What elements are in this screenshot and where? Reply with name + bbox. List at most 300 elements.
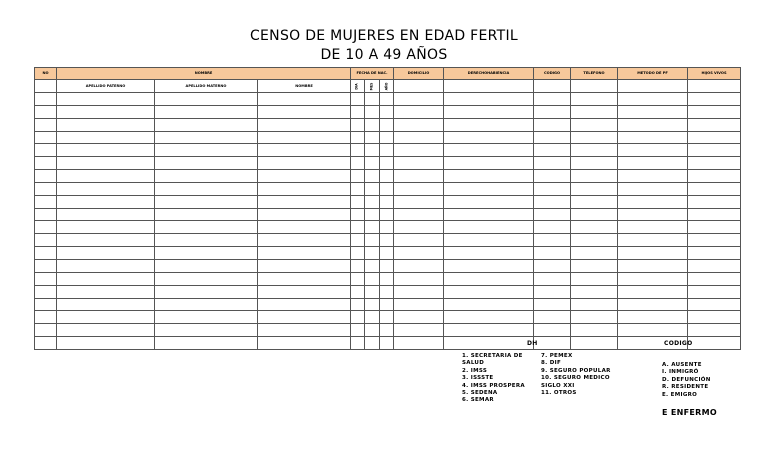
table-cell[interactable] xyxy=(35,324,57,337)
table-cell[interactable] xyxy=(444,131,534,144)
table-cell[interactable] xyxy=(571,247,618,260)
table-cell[interactable] xyxy=(365,285,380,298)
table-cell[interactable] xyxy=(380,337,394,350)
table-cell[interactable] xyxy=(351,247,365,260)
table-cell[interactable] xyxy=(571,285,618,298)
table-cell[interactable] xyxy=(351,131,365,144)
table-cell[interactable] xyxy=(258,234,351,247)
table-cell[interactable] xyxy=(380,118,394,131)
dh-item: 9. SEGURO POPULAR xyxy=(541,367,611,374)
table-cell[interactable] xyxy=(444,259,534,272)
codigo-enfermo: E ENFERMO xyxy=(662,408,717,417)
table-cell[interactable] xyxy=(57,131,155,144)
table-cell[interactable] xyxy=(155,247,258,260)
table-cell[interactable] xyxy=(365,311,380,324)
table-cell[interactable] xyxy=(534,93,571,106)
table-cell[interactable] xyxy=(380,182,394,195)
table-cell[interactable] xyxy=(688,131,741,144)
table-cell[interactable] xyxy=(534,118,571,131)
table-cell[interactable] xyxy=(351,337,365,350)
table-cell[interactable] xyxy=(571,118,618,131)
table-cell[interactable] xyxy=(688,105,741,118)
table-cell[interactable] xyxy=(351,105,365,118)
table-cell[interactable] xyxy=(155,131,258,144)
table-cell[interactable] xyxy=(258,298,351,311)
table-cell[interactable] xyxy=(444,337,534,350)
table-cell[interactable] xyxy=(57,259,155,272)
subheader-empty xyxy=(534,80,571,93)
table-cell[interactable] xyxy=(155,311,258,324)
table-cell[interactable] xyxy=(57,285,155,298)
table-cell[interactable] xyxy=(380,272,394,285)
table-cell[interactable] xyxy=(35,221,57,234)
table-cell[interactable] xyxy=(258,170,351,183)
table-cell[interactable] xyxy=(444,182,534,195)
table-cell[interactable] xyxy=(534,259,571,272)
table-cell[interactable] xyxy=(155,337,258,350)
table-cell[interactable] xyxy=(365,259,380,272)
table-cell[interactable] xyxy=(258,157,351,170)
table-cell[interactable] xyxy=(35,131,57,144)
table-cell[interactable] xyxy=(351,311,365,324)
codigo-item: R. RESIDENTE xyxy=(662,384,709,391)
table-cell[interactable] xyxy=(57,93,155,106)
table-cell[interactable] xyxy=(394,144,444,157)
table-cell[interactable] xyxy=(618,272,688,285)
table-cell[interactable] xyxy=(351,298,365,311)
table-cell[interactable] xyxy=(618,105,688,118)
table-cell[interactable] xyxy=(351,324,365,337)
dh-item: 5. SEDENA xyxy=(462,390,498,397)
dh-item: 7. PEMEX xyxy=(541,353,573,359)
table-cell[interactable] xyxy=(688,182,741,195)
table-cell[interactable] xyxy=(380,208,394,221)
dh-list-2 xyxy=(541,353,611,397)
table-cell[interactable] xyxy=(35,234,57,247)
table-cell[interactable] xyxy=(444,170,534,183)
table-cell[interactable] xyxy=(394,234,444,247)
table-cell[interactable] xyxy=(365,182,380,195)
table-cell[interactable] xyxy=(688,259,741,272)
table-cell[interactable] xyxy=(618,170,688,183)
table-cell[interactable] xyxy=(444,234,534,247)
table-cell[interactable] xyxy=(258,337,351,350)
table-cell[interactable] xyxy=(394,208,444,221)
table-cell[interactable] xyxy=(155,157,258,170)
table-cell[interactable] xyxy=(365,234,380,247)
table-subheader-row xyxy=(35,80,741,93)
table-cell[interactable] xyxy=(394,285,444,298)
codigo-item: E. EMIGRO xyxy=(662,391,698,398)
table-cell[interactable] xyxy=(534,247,571,260)
table-cell[interactable] xyxy=(57,144,155,157)
table-cell[interactable] xyxy=(571,324,618,337)
table-cell[interactable] xyxy=(57,311,155,324)
table-cell[interactable] xyxy=(571,93,618,106)
table-cell[interactable] xyxy=(534,131,571,144)
table-cell[interactable] xyxy=(394,131,444,144)
table-cell[interactable] xyxy=(394,118,444,131)
table-cell[interactable] xyxy=(365,157,380,170)
table-cell[interactable] xyxy=(444,118,534,131)
table-cell[interactable] xyxy=(688,247,741,260)
table-cell[interactable] xyxy=(258,285,351,298)
table-cell[interactable] xyxy=(394,272,444,285)
table-cell[interactable] xyxy=(365,337,380,350)
table-cell[interactable] xyxy=(155,234,258,247)
table-cell[interactable] xyxy=(380,234,394,247)
table-cell[interactable] xyxy=(571,221,618,234)
table-cell[interactable] xyxy=(688,144,741,157)
table-cell[interactable] xyxy=(571,182,618,195)
table-cell[interactable] xyxy=(35,144,57,157)
table-cell[interactable] xyxy=(155,93,258,106)
table-cell[interactable] xyxy=(155,259,258,272)
table-cell[interactable] xyxy=(534,272,571,285)
table-cell[interactable] xyxy=(688,337,741,350)
table-cell[interactable] xyxy=(444,93,534,106)
table-cell[interactable] xyxy=(534,298,571,311)
table-cell[interactable] xyxy=(35,118,57,131)
table-cell[interactable] xyxy=(571,105,618,118)
table-cell[interactable] xyxy=(618,311,688,324)
table-cell[interactable] xyxy=(534,170,571,183)
table-cell[interactable] xyxy=(394,337,444,350)
table-cell[interactable] xyxy=(444,298,534,311)
table-cell[interactable] xyxy=(618,221,688,234)
table-cell[interactable] xyxy=(618,324,688,337)
table-cell[interactable] xyxy=(351,157,365,170)
header-nombre: NOMBRE xyxy=(57,68,351,80)
table-cell[interactable] xyxy=(35,272,57,285)
table-cell[interactable] xyxy=(57,195,155,208)
table-cell[interactable] xyxy=(394,182,444,195)
subheader-mes xyxy=(365,80,380,93)
table-cell[interactable] xyxy=(688,285,741,298)
table-cell[interactable] xyxy=(534,285,571,298)
table-cell[interactable] xyxy=(57,337,155,350)
table-cell[interactable] xyxy=(571,208,618,221)
table-cell[interactable] xyxy=(155,285,258,298)
table-cell[interactable] xyxy=(380,170,394,183)
table-cell[interactable] xyxy=(35,285,57,298)
table-cell[interactable] xyxy=(351,234,365,247)
table-cell[interactable] xyxy=(618,131,688,144)
table-cell[interactable] xyxy=(57,221,155,234)
table-cell[interactable] xyxy=(688,118,741,131)
table-cell[interactable] xyxy=(394,298,444,311)
table-cell[interactable] xyxy=(258,131,351,144)
table-cell[interactable] xyxy=(57,272,155,285)
table-cell[interactable] xyxy=(688,311,741,324)
dh-item: SALUD xyxy=(462,360,485,367)
table-cell[interactable] xyxy=(57,182,155,195)
table-cell[interactable] xyxy=(365,93,380,106)
header-codigo: CODIGO xyxy=(534,68,571,80)
table-cell[interactable] xyxy=(365,298,380,311)
subheader-empty xyxy=(618,80,688,93)
table-cell[interactable] xyxy=(35,337,57,350)
title-line-1: CENSO DE MUJERES EN EDAD FERTIL xyxy=(249,28,519,44)
table-cell[interactable] xyxy=(351,195,365,208)
table-cell[interactable] xyxy=(258,182,351,195)
table-cell[interactable] xyxy=(351,144,365,157)
table-cell[interactable] xyxy=(380,324,394,337)
subheader-dia-text: DIA xyxy=(355,82,359,90)
table-row xyxy=(35,105,741,118)
table-cell[interactable] xyxy=(351,285,365,298)
table-cell[interactable] xyxy=(258,311,351,324)
table-cell[interactable] xyxy=(394,105,444,118)
table-cell[interactable] xyxy=(57,298,155,311)
table-row xyxy=(35,170,741,183)
table-cell[interactable] xyxy=(258,93,351,106)
table-cell[interactable] xyxy=(444,324,534,337)
table-cell[interactable] xyxy=(571,195,618,208)
table-cell[interactable] xyxy=(571,311,618,324)
subheader-empty xyxy=(444,80,534,93)
table-cell[interactable] xyxy=(35,157,57,170)
table-cell[interactable] xyxy=(258,118,351,131)
table-cell[interactable] xyxy=(444,105,534,118)
table-cell[interactable] xyxy=(444,247,534,260)
table-cell[interactable] xyxy=(380,221,394,234)
table-cell[interactable] xyxy=(444,285,534,298)
table-cell[interactable] xyxy=(444,144,534,157)
table-cell[interactable] xyxy=(155,221,258,234)
table-row xyxy=(35,182,741,195)
table-cell[interactable] xyxy=(365,247,380,260)
table-cell[interactable] xyxy=(618,195,688,208)
table-cell[interactable] xyxy=(571,144,618,157)
table-cell[interactable] xyxy=(365,131,380,144)
table-cell[interactable] xyxy=(618,182,688,195)
table-cell[interactable] xyxy=(394,324,444,337)
table-cell[interactable] xyxy=(57,247,155,260)
table-cell[interactable] xyxy=(35,105,57,118)
table-cell[interactable] xyxy=(258,247,351,260)
header-fecha-nac: FECHA DE NAC. xyxy=(351,68,394,80)
table-cell[interactable] xyxy=(57,208,155,221)
table-cell[interactable] xyxy=(35,298,57,311)
table-cell[interactable] xyxy=(444,208,534,221)
table-row xyxy=(35,131,741,144)
table-cell[interactable] xyxy=(688,93,741,106)
table-cell[interactable] xyxy=(258,144,351,157)
table-cell[interactable] xyxy=(365,144,380,157)
table-cell[interactable] xyxy=(155,298,258,311)
table-cell[interactable] xyxy=(258,324,351,337)
table-cell[interactable] xyxy=(688,170,741,183)
table-header-row xyxy=(35,68,741,80)
table-cell[interactable] xyxy=(365,272,380,285)
codigo-title: CODIGO xyxy=(664,340,693,347)
table-row xyxy=(35,272,741,285)
table-cell[interactable] xyxy=(394,311,444,324)
table-cell[interactable] xyxy=(351,208,365,221)
table-cell[interactable] xyxy=(688,234,741,247)
table-cell[interactable] xyxy=(380,298,394,311)
table-cell[interactable] xyxy=(618,144,688,157)
table-cell[interactable] xyxy=(618,157,688,170)
table-cell[interactable] xyxy=(351,182,365,195)
table-cell[interactable] xyxy=(534,208,571,221)
codigo-item: D. DEFUNCIÓN xyxy=(662,376,711,383)
table-cell[interactable] xyxy=(444,195,534,208)
table-cell[interactable] xyxy=(394,195,444,208)
dh-item: 6. SEMAR xyxy=(462,397,494,404)
table-cell[interactable] xyxy=(380,93,394,106)
table-cell[interactable] xyxy=(35,259,57,272)
table-cell[interactable] xyxy=(380,131,394,144)
header-hijos-vivos: HIJOS VIVOS xyxy=(688,68,741,80)
table-cell[interactable] xyxy=(688,324,741,337)
table-cell[interactable] xyxy=(618,234,688,247)
table-cell[interactable] xyxy=(618,298,688,311)
table-cell[interactable] xyxy=(35,311,57,324)
table-cell[interactable] xyxy=(618,259,688,272)
table-cell[interactable] xyxy=(394,247,444,260)
table-cell[interactable] xyxy=(351,93,365,106)
table-cell[interactable] xyxy=(365,105,380,118)
table-cell[interactable] xyxy=(688,272,741,285)
table-cell[interactable] xyxy=(57,118,155,131)
table-cell[interactable] xyxy=(380,285,394,298)
table-cell[interactable] xyxy=(571,298,618,311)
table-cell[interactable] xyxy=(380,157,394,170)
table-cell[interactable] xyxy=(571,131,618,144)
title-line-2: DE 10 A 49 AÑOS xyxy=(320,47,448,63)
table-cell[interactable] xyxy=(258,195,351,208)
table-cell[interactable] xyxy=(155,324,258,337)
table-cell[interactable] xyxy=(351,170,365,183)
table-cell[interactable] xyxy=(365,208,380,221)
table-row xyxy=(35,247,741,260)
table-cell[interactable] xyxy=(534,195,571,208)
table-cell[interactable] xyxy=(380,259,394,272)
table-cell[interactable] xyxy=(380,105,394,118)
table-cell[interactable] xyxy=(258,272,351,285)
table-cell[interactable] xyxy=(534,182,571,195)
table-cell[interactable] xyxy=(534,311,571,324)
table-cell[interactable] xyxy=(571,170,618,183)
table-cell[interactable] xyxy=(57,157,155,170)
table-cell[interactable] xyxy=(571,259,618,272)
header-derechohabiencia: DERECHOHABIENCIA xyxy=(444,68,534,80)
table-cell[interactable] xyxy=(365,195,380,208)
table-cell[interactable] xyxy=(351,259,365,272)
table-cell[interactable] xyxy=(35,182,57,195)
table-cell[interactable] xyxy=(534,144,571,157)
table-cell[interactable] xyxy=(394,157,444,170)
table-cell[interactable] xyxy=(394,170,444,183)
table-cell[interactable] xyxy=(351,221,365,234)
table-cell[interactable] xyxy=(155,182,258,195)
table-cell[interactable] xyxy=(394,221,444,234)
table-cell[interactable] xyxy=(155,208,258,221)
table-cell[interactable] xyxy=(618,93,688,106)
table-cell[interactable] xyxy=(534,337,571,350)
table-cell[interactable] xyxy=(35,93,57,106)
table-cell[interactable] xyxy=(688,157,741,170)
table-cell[interactable] xyxy=(35,170,57,183)
table-cell[interactable] xyxy=(380,195,394,208)
table-cell[interactable] xyxy=(534,157,571,170)
table-cell[interactable] xyxy=(57,170,155,183)
table-cell[interactable] xyxy=(534,324,571,337)
table-cell[interactable] xyxy=(365,221,380,234)
table-cell[interactable] xyxy=(534,221,571,234)
table-cell[interactable] xyxy=(688,221,741,234)
table-cell[interactable] xyxy=(57,234,155,247)
subheader-nombre: NOMBRE xyxy=(258,80,351,93)
table-cell[interactable] xyxy=(571,337,618,350)
table-cell[interactable] xyxy=(571,157,618,170)
codigo-list xyxy=(662,362,711,399)
table-cell[interactable] xyxy=(35,208,57,221)
subheader-apellido-paterno: APELLIDO PATERNO xyxy=(57,80,155,93)
table-cell[interactable] xyxy=(571,234,618,247)
table-cell[interactable] xyxy=(351,272,365,285)
table-cell[interactable] xyxy=(365,118,380,131)
table-cell[interactable] xyxy=(688,298,741,311)
table-cell[interactable] xyxy=(155,170,258,183)
table-cell[interactable] xyxy=(394,93,444,106)
table-cell[interactable] xyxy=(258,221,351,234)
table-cell[interactable] xyxy=(618,247,688,260)
table-cell[interactable] xyxy=(571,272,618,285)
table-cell[interactable] xyxy=(444,221,534,234)
table-cell[interactable] xyxy=(688,208,741,221)
table-cell[interactable] xyxy=(57,105,155,118)
table-cell[interactable] xyxy=(57,324,155,337)
table-cell[interactable] xyxy=(534,105,571,118)
table-cell[interactable] xyxy=(155,195,258,208)
table-cell[interactable] xyxy=(35,247,57,260)
table-cell[interactable] xyxy=(380,311,394,324)
table-cell[interactable] xyxy=(444,311,534,324)
table-cell[interactable] xyxy=(688,195,741,208)
table-cell[interactable] xyxy=(258,208,351,221)
subheader-dia xyxy=(351,80,365,93)
table-cell[interactable] xyxy=(534,234,571,247)
subheader-empty xyxy=(571,80,618,93)
table-cell[interactable] xyxy=(365,324,380,337)
dh-item: 8. DIF xyxy=(541,360,561,367)
table-cell[interactable] xyxy=(444,157,534,170)
table-cell[interactable] xyxy=(394,259,444,272)
dh-item: SIGLO XXI xyxy=(541,382,575,389)
table-cell[interactable] xyxy=(618,118,688,131)
table-cell[interactable] xyxy=(35,195,57,208)
table-row xyxy=(35,311,741,324)
table-cell[interactable] xyxy=(258,105,351,118)
table-cell[interactable] xyxy=(155,118,258,131)
table-cell[interactable] xyxy=(380,247,394,260)
table-cell[interactable] xyxy=(258,259,351,272)
table-row xyxy=(35,221,741,234)
table-cell[interactable] xyxy=(351,118,365,131)
table-cell[interactable] xyxy=(444,272,534,285)
table-cell[interactable] xyxy=(618,285,688,298)
table-cell[interactable] xyxy=(155,272,258,285)
dh-item: 11. OTROS xyxy=(541,390,577,397)
table-cell[interactable] xyxy=(380,144,394,157)
table-cell[interactable] xyxy=(365,170,380,183)
table-cell[interactable] xyxy=(155,144,258,157)
table-cell[interactable] xyxy=(618,208,688,221)
table-cell[interactable] xyxy=(155,105,258,118)
